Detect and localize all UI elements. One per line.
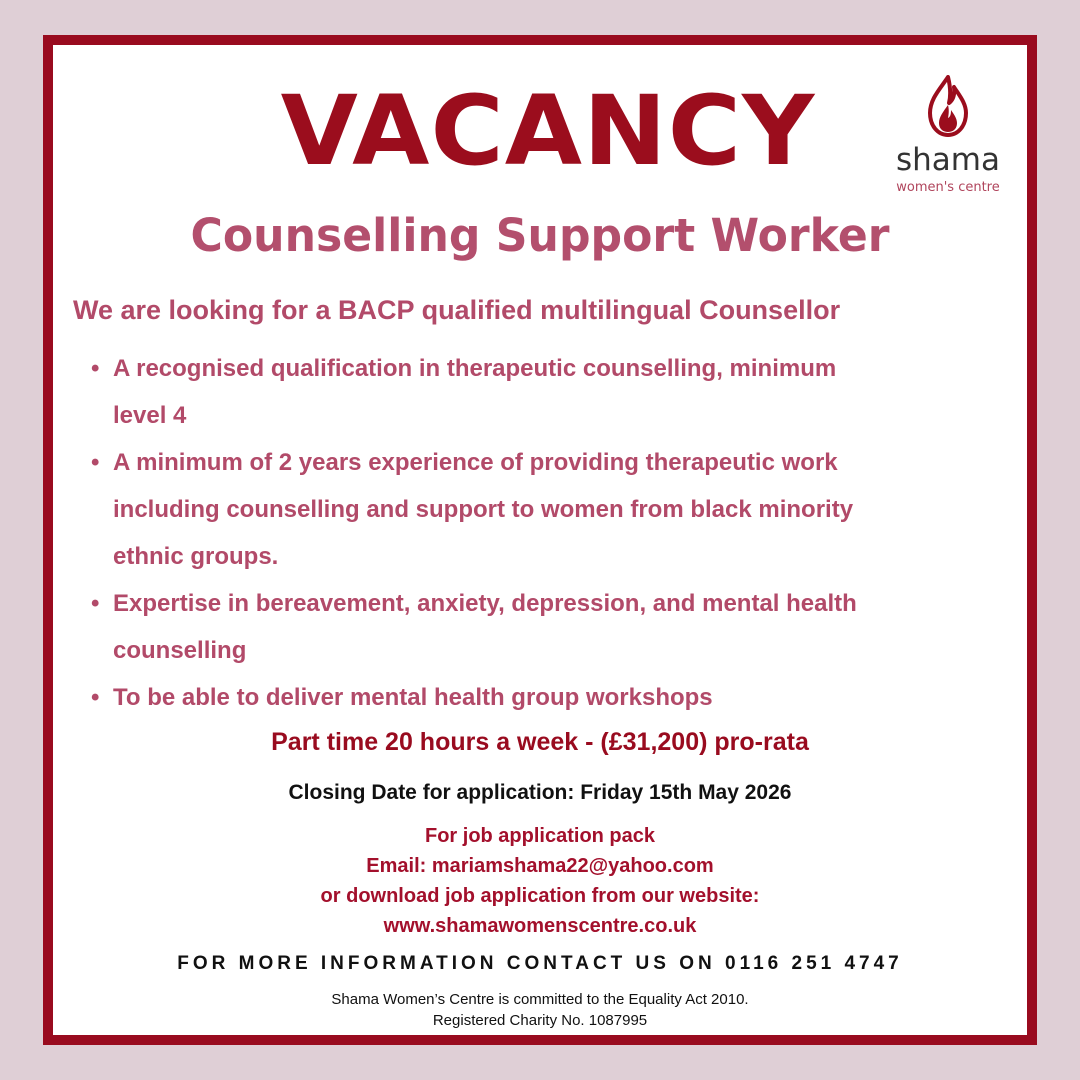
requirement-line: Expertise in bereavement, anxiety, depression, and mental health xyxy=(113,590,857,617)
shama-logo xyxy=(878,75,1018,205)
requirement-line: including counselling and support to women from black minority xyxy=(113,496,854,523)
charity-number: Registered Charity No. 1087995 xyxy=(432,1012,648,1029)
requirement-line: A recognised qualification in therapeutic counselling, minimum xyxy=(113,355,837,382)
page-title: VACANCY xyxy=(280,75,816,187)
application-info xyxy=(53,821,1027,941)
equality-statement: Shama Women’s Centre is committed to the Equality Act 2010. xyxy=(331,991,749,1008)
requirement-line: A minimum of 2 years experience of providing therapeutic work xyxy=(113,449,838,476)
bullet-icon: • xyxy=(91,355,100,382)
requirement-item xyxy=(83,345,1013,439)
requirement-item xyxy=(83,674,1013,721)
application-download-label: or download job application from our website: xyxy=(320,885,760,907)
bullet-icon: • xyxy=(91,449,100,476)
contact-phone: FOR MORE INFORMATION CONTACT US ON 0116 251 4747 xyxy=(177,953,903,974)
logo-name: shama xyxy=(896,142,1000,178)
closing-date: Closing Date for application: Friday 15th May 2026 xyxy=(288,781,792,804)
requirement-item xyxy=(83,580,1013,674)
requirement-line: ethnic groups. xyxy=(113,543,279,570)
requirement-line: To be able to deliver mental health group workshops xyxy=(113,684,713,711)
website-link[interactable]: www.shamawomenscentre.co.uk xyxy=(383,915,697,937)
requirement-item xyxy=(83,439,1013,580)
pay-info: Part time 20 hours a week - (£31,200) pro-rata xyxy=(271,728,809,756)
vacancy-poster xyxy=(43,35,1037,1045)
requirements-list xyxy=(83,345,1013,721)
bullet-icon: • xyxy=(91,590,100,617)
application-pack-label: For job application pack xyxy=(424,825,656,847)
intro-text: We are looking for a BACP qualified multilingual Counsellor xyxy=(73,295,841,325)
application-email[interactable]: Email: mariamshama22@yahoo.com xyxy=(366,855,714,877)
logo-tagline: women's centre xyxy=(896,180,1000,195)
requirement-line: counselling xyxy=(113,637,247,664)
bullet-icon: • xyxy=(91,684,100,711)
flame-icon xyxy=(926,75,970,137)
job-title: Counselling Support Worker xyxy=(190,209,890,262)
requirement-line: level 4 xyxy=(113,402,187,429)
legal-footer xyxy=(53,989,1027,1031)
